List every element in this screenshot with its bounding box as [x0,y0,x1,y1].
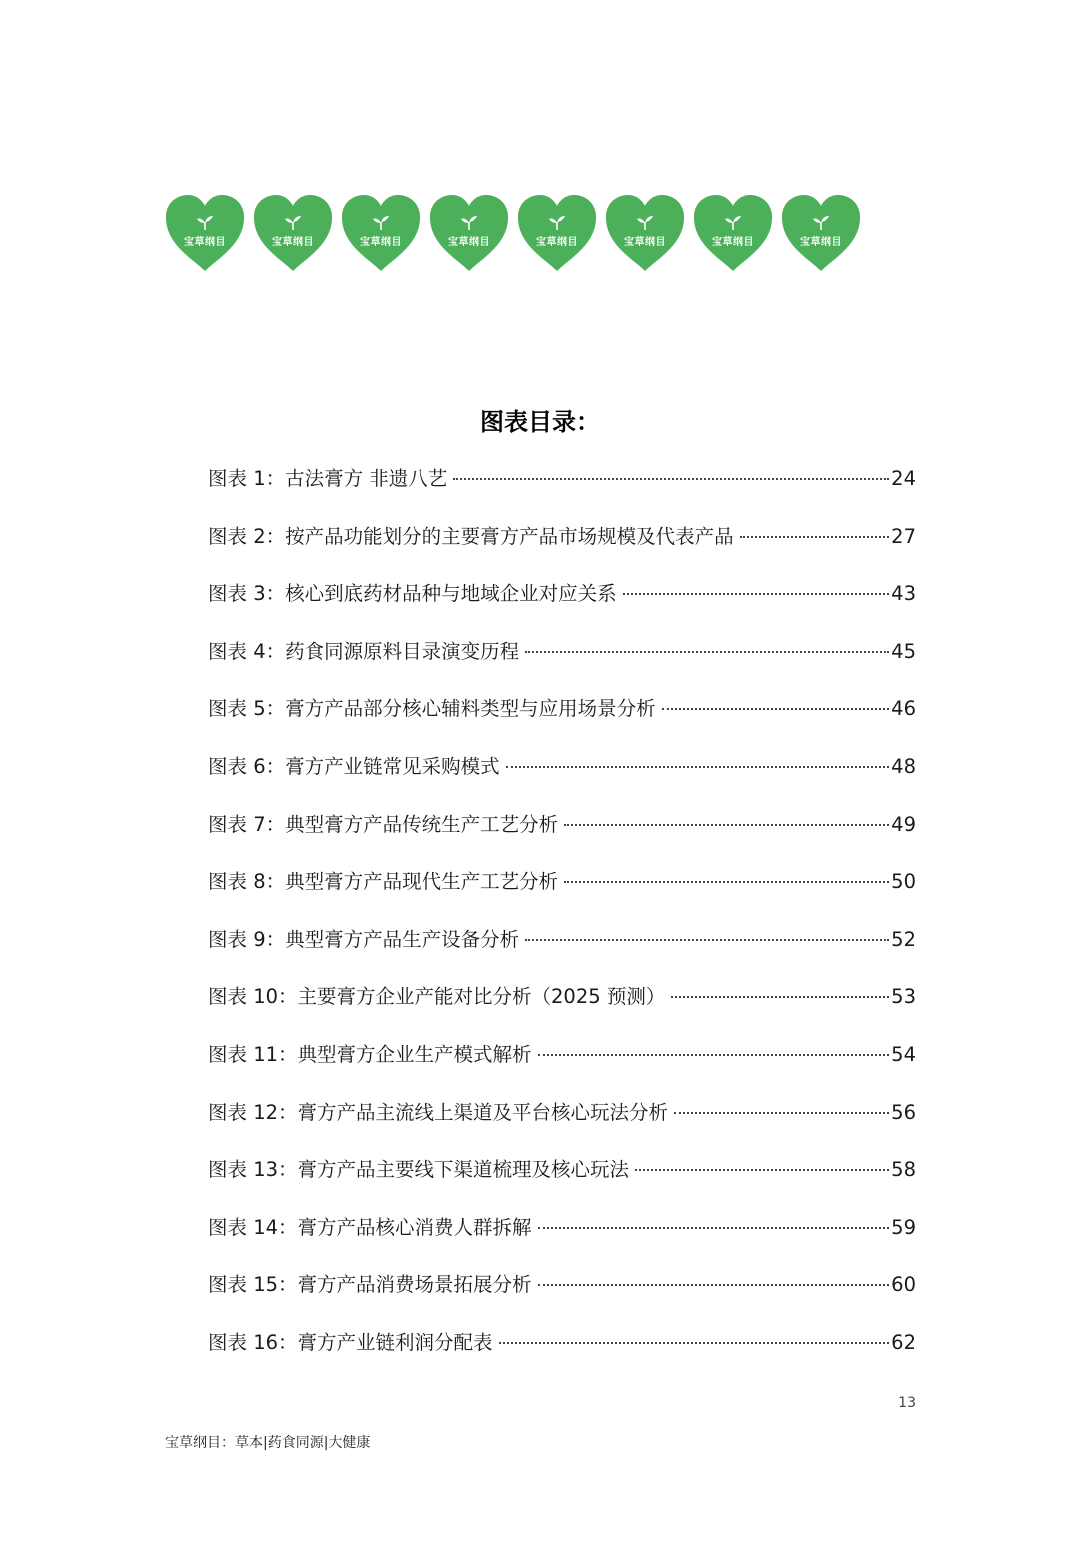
toc-leader-dots [453,478,889,480]
logo-text: 宝草纲目 [624,237,666,248]
toc-entry-title: 主要膏方企业产能对比分析（2025 预测） [297,985,666,1009]
toc-entry[interactable] [208,1151,916,1209]
toc-entry-title: 典型膏方产品现代生产工艺分析 [285,870,559,894]
logo-text: 宝草纲目 [800,237,842,248]
brand-heart-logo [427,193,511,273]
toc-leader-dots [671,996,889,998]
toc-entry-title: 膏方产品消费场景拓展分析 [297,1273,532,1297]
toc-entry[interactable] [208,1209,916,1267]
logo-text: 宝草纲目 [184,237,226,248]
toc-entry-page: 27 [891,524,916,548]
toc-entry-page: 49 [891,812,916,836]
toc-entry-page: 56 [891,1100,916,1124]
toc-entry-title: 膏方产品主要线下渠道梳理及核心玩法 [297,1158,630,1182]
toc-entry[interactable] [208,863,916,921]
toc-entry-title: 膏方产品部分核心辅料类型与应用场景分析 [285,697,656,721]
toc-entry-page: 62 [891,1330,916,1354]
brand-heart-logo [691,193,775,273]
toc-leader-dots [525,651,889,653]
page-number: 13 [898,1395,916,1411]
sprout-icon [548,215,566,231]
toc-leader-dots [564,881,889,883]
toc-entry-label: 图表 16： [208,1330,298,1354]
toc-leader-dots [623,593,890,595]
toc-entry-title: 膏方产业链利润分配表 [297,1330,493,1354]
toc-entry-page: 45 [891,639,916,663]
toc-entry-label: 图表 1： [208,467,286,490]
toc-entry-page: 50 [891,870,916,894]
toc-entry-page: 53 [891,985,916,1009]
toc-entry-label: 图表 7： [208,812,286,836]
toc-entry-title: 膏方产品核心消费人群拆解 [297,1215,532,1239]
toc-entry[interactable] [208,748,916,806]
toc-entry[interactable] [208,1094,916,1152]
toc-entry[interactable] [208,633,916,691]
toc-leader-dots [635,1169,889,1171]
brand-heart-logo [251,193,335,273]
brand-heart-logo [779,193,863,273]
toc-entry[interactable] [208,690,916,748]
toc-leader-dots [564,824,889,826]
logo-text: 宝草纲目 [712,237,754,248]
brand-logo-row [163,193,863,273]
toc-entry-label: 图表 15： [208,1273,298,1297]
sprout-icon [372,215,390,231]
toc-entry[interactable] [208,1036,916,1094]
toc-leader-dots [740,536,890,538]
sprout-icon [636,215,654,231]
toc-entry-title: 典型膏方企业生产模式解析 [297,1042,532,1066]
toc-entry-page: 43 [891,582,916,606]
logo-text: 宝草纲目 [360,237,402,248]
sprout-icon [460,215,478,231]
toc-entry-page: 52 [891,927,916,951]
toc-entry-label: 图表 12： [208,1100,298,1124]
toc-entry[interactable] [208,806,916,864]
sprout-icon [812,215,830,231]
brand-heart-logo [515,193,599,273]
toc-entry-title: 核心到底药材品种与地域企业对应关系 [285,582,617,606]
brand-heart-logo [339,193,423,273]
toc-entry-page: 60 [891,1273,916,1297]
logo-text: 宝草纲目 [448,237,490,248]
toc-leader-dots [525,939,889,941]
sprout-icon [196,215,214,231]
toc-entry-label: 图表 11： [208,1042,298,1066]
toc-entry[interactable] [208,978,916,1036]
toc-leader-dots [538,1227,890,1229]
toc-entry-label: 图表 5： [208,697,286,721]
toc-entry[interactable] [208,1266,916,1324]
toc-entry[interactable] [208,518,916,576]
toc-entry-page: 24 [891,467,916,490]
toc-leader-dots [662,708,890,710]
toc-entry[interactable] [208,460,916,518]
sprout-icon [284,215,302,231]
toc-entry-title: 药食同源原料目录演变历程 [285,639,520,663]
toc-entry[interactable] [208,575,916,633]
toc-entry-label: 图表 6： [208,754,286,778]
sprout-icon [724,215,742,231]
toc-entry-page: 58 [891,1158,916,1182]
toc-entry-page: 59 [891,1215,916,1239]
toc-entry-label: 图表 4： [208,639,286,663]
toc-entry-label: 图表 14： [208,1215,298,1239]
toc-entry-label: 图表 9： [208,927,286,951]
toc-leader-dots [538,1054,890,1056]
toc-entry-label: 图表 2： [208,524,286,548]
toc-heading: 图表目录： [480,408,600,436]
toc-leader-dots [674,1112,889,1114]
toc-entry-title: 按产品功能划分的主要膏方产品市场规模及代表产品 [285,524,734,548]
toc-entry-page: 54 [891,1042,916,1066]
toc-entry-label: 图表 13： [208,1158,298,1182]
toc-entry-title: 典型膏方产品生产设备分析 [285,927,520,951]
page-footer: 宝草纲目：草本|药食同源|大健康 [165,1435,371,1451]
logo-text: 宝草纲目 [536,237,578,248]
toc-entry-title: 膏方产品主流线上渠道及平台核心玩法分析 [297,1100,669,1124]
toc-leader-dots [538,1284,890,1286]
brand-heart-logo [163,193,247,273]
toc-leader-dots [499,1342,890,1344]
toc-entry-title: 膏方产业链常见采购模式 [285,754,500,778]
toc-entry-title: 典型膏方产品传统生产工艺分析 [285,812,559,836]
toc-entry-label: 图表 10： [208,985,298,1009]
logo-text: 宝草纲目 [272,237,314,248]
toc-entry[interactable] [208,1324,916,1382]
toc-entry-page: 46 [891,697,916,721]
toc-entry-page: 48 [891,754,916,778]
toc-leader-dots [506,766,890,768]
toc-entry[interactable] [208,921,916,979]
toc-entry-title: 古法膏方 非遗八艺 [285,467,448,490]
toc-entry-label: 图表 3： [208,582,286,606]
toc-list [208,460,916,1382]
toc-entry-label: 图表 8： [208,870,286,894]
brand-heart-logo [603,193,687,273]
